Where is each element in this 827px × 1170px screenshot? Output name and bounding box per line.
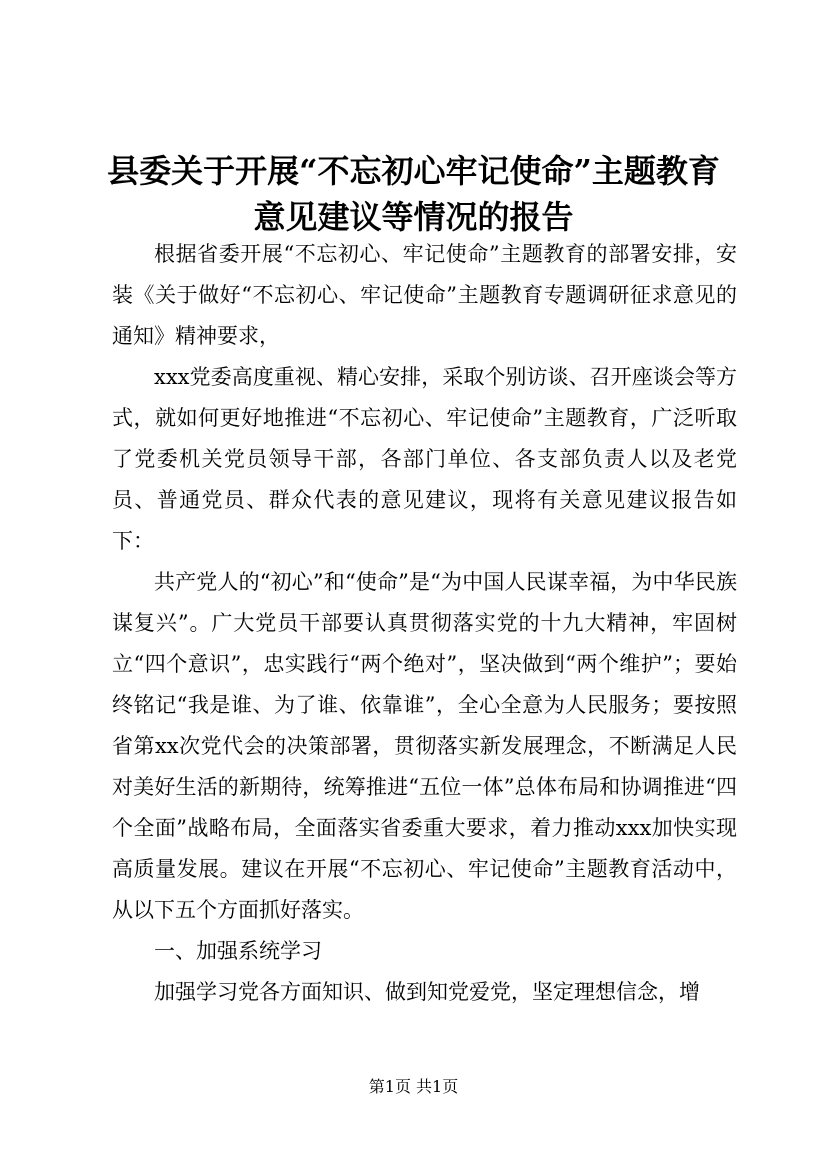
section-paragraph: 加强学习党各方面知识、做到知党爱党，坚定理想信念，增	[154, 980, 700, 1004]
paragraph-mission: 共产党人的“初心”和“使命”是“为中国人民谋幸福，为中华民族谋复兴”。广大党员干部要认真贯彻落实党的十九大精神，牢固树立“四个意识”，忠实践行“两个绝对”，坚决做到“两个维护”；要始终铭记“我是谁、为了谁、依靠谁”，全心全意为人民服务；要按照省第xx次党代会的决策部署，贯彻落实新发展理念，不断满足人民对美好生活的新期待，统筹推进“五位一体”总体布局和协调推进“四个全面”战略布局，全面落实省委重大要求，着力推动xxx加快实现高质量发展。建议在开展“不忘初心、牢记使命”主题教育活动中，从以下五个方面抓好落实。	[112, 570, 737, 922]
document-body	[112, 234, 737, 1013]
title-line-1: 县委关于开展“不忘初心牢记使命”主题教育	[107, 152, 720, 190]
title-line-2: 意见建议等情况的报告	[253, 198, 574, 236]
document-title	[90, 148, 737, 240]
section-heading: 一、加强系统学习	[154, 939, 322, 963]
paragraph-intro: 根据省委开展“不忘初心、牢记使命”主题教育的部署安排，安装《关于做好“不忘初心、牢记使命”主题教育专题调研征求意见的通知》精神要求，	[112, 242, 737, 348]
paragraph-method: xxx党委高度重视、精心安排，采取个别访谈、召开座谈会等方式，就如何更好地推进“不忘初心、牢记使命”主题教育，广泛听取了党委机关党员领导干部，各部门单位、各支部负责人以及老党员、普通党员、群众代表的意见建议，现将有关意见建议报告如下：	[112, 365, 737, 553]
page-footer: 第1页 共1页	[368, 1077, 459, 1096]
